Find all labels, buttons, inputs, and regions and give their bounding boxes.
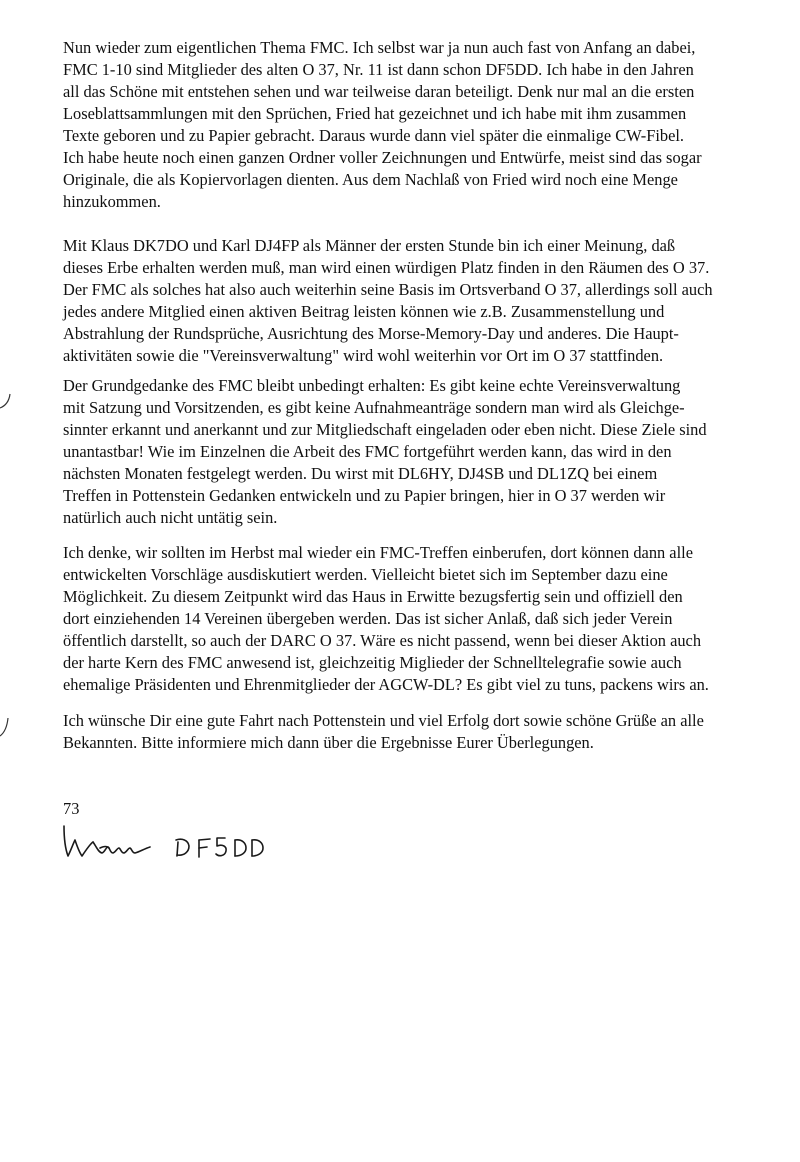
text-line: Der Grundgedanke des FMC bleibt unbedingt erhalten: Es gibt keine echte Vereinsverwaltung (63, 376, 681, 395)
paragraph-2 (63, 235, 763, 367)
text-line: nächsten Monaten festgelegt werden. Du wirst mit DL6HY, DJ4SB und DL1ZQ bei einem (63, 464, 658, 483)
paragraph-1 (63, 37, 763, 213)
text-line: Mit Klaus DK7DO und Karl DJ4FP als Männer der ersten Stunde bin ich einer Meinung, daß (63, 236, 676, 255)
text-line: entwickelten Vorschläge ausdiskutiert werden. Vielleicht bietet sich im September dazu eine (63, 565, 668, 584)
binding-mark (0, 708, 14, 738)
text-line: all das Schöne mit entstehen sehen und war teilweise daran beteiligt. Denk nur mal an die ersten (63, 82, 695, 101)
binding-mark (0, 382, 14, 412)
text-line: Möglichkeit. Zu diesem Zeitpunkt wird das Haus in Erwitte bezugsfertig sein und offiziell den (63, 587, 683, 606)
text-line: Originale, die als Kopiervorlagen dienten. Aus dem Nachlaß von Fried wird noch eine Menge (63, 170, 678, 189)
text-line: hinzukommen. (63, 192, 161, 211)
text-line: Bekannten. Bitte informiere mich dann über die Ergebnisse Eurer Überlegungen. (63, 733, 594, 752)
text-line: Ich wünsche Dir eine gute Fahrt nach Pottenstein und viel Erfolg dort sowie schöne Grüße an alle (63, 711, 704, 730)
text-line: sinnter erkannt und anerkannt und zur Mitgliedschaft eingeladen oder eben nicht. Diese Ziele sind (63, 420, 707, 439)
text-line: Nun wieder zum eigentlichen Thema FMC. Ich selbst war ja nun auch fast von Anfang an dabei, (63, 38, 696, 57)
text-line: aktivitäten sowie die "Vereinsverwaltung" wird wohl weiterhin vor Ort im O 37 stattfinden. (63, 346, 664, 365)
text-line: dieses Erbe erhalten werden muß, man wird einen würdigen Platz finden in den Räumen des O 37. (63, 258, 710, 277)
text-line: Abstrahlung der Rundsprüche, Ausrichtung des Morse-Memory-Day und anderes. Die Haupt- (63, 324, 679, 343)
text-line: Ich denke, wir sollten im Herbst mal wieder ein FMC-Treffen einberufen, dort können dann alle (63, 543, 693, 562)
text-line: Treffen in Pottenstein Gedanken entwickeln und zu Papier bringen, hier in O 37 werden wir (63, 486, 666, 505)
text-line: ehemalige Präsidenten und Ehrenmitglieder der AGCW-DL? Es gibt viel zu tuns, packens wirs an. (63, 675, 709, 694)
text-line: jedes andere Mitglied einen aktiven Beitrag leisten können wie z.B. Zusammenstellung und (63, 302, 665, 321)
text-line: unantastbar! Wie im Einzelnen die Arbeit des FMC fortgeführt werden kann, das wird in den (63, 442, 672, 461)
paragraph-5 (63, 710, 763, 754)
page-number: 73 (63, 799, 80, 818)
text-line: dort einziehenden 14 Vereinen übergeben werden. Das ist sicher Anlaß, daß sich jeder Verein (63, 609, 673, 628)
text-line: FMC 1-10 sind Mitglieder des alten O 37, Nr. 11 ist dann schon DF5DD. Ich habe in den Jahren (63, 60, 694, 79)
text-line: der harte Kern des FMC anwesend ist, gleichzeitig Miglieder der Schnelltelegrafie sowie auch (63, 653, 682, 672)
text-line: öffentlich darstellt, so auch der DARC O 37. Wäre es nicht passend, wenn bei dieser Aktion auch (63, 631, 702, 650)
text-line: Ich habe heute noch einen ganzen Ordner voller Zeichnungen und Entwürfe, meist sind das sogar (63, 148, 702, 167)
text-line: Der FMC als solches hat also auch weiterhin seine Basis im Ortsverband O 37, allerdings soll auch (63, 280, 713, 299)
text-line: Loseblattsammlungen mit den Sprüchen, Fried hat gezeichnet und ich habe mit ihm zusammen (63, 104, 687, 123)
paragraph-4 (63, 542, 763, 696)
text-line: Texte geboren und zu Papier gebracht. Daraus wurde dann viel später die einmalige CW-Fibel. (63, 126, 685, 145)
text-line: mit Satzung und Vorsitzenden, es gibt keine Aufnahmeanträge sondern man wird als Gleichge- (63, 398, 685, 417)
signature (60, 822, 280, 862)
text-line: natürlich auch nicht untätig sein. (63, 508, 278, 527)
paragraph-3 (63, 375, 763, 529)
